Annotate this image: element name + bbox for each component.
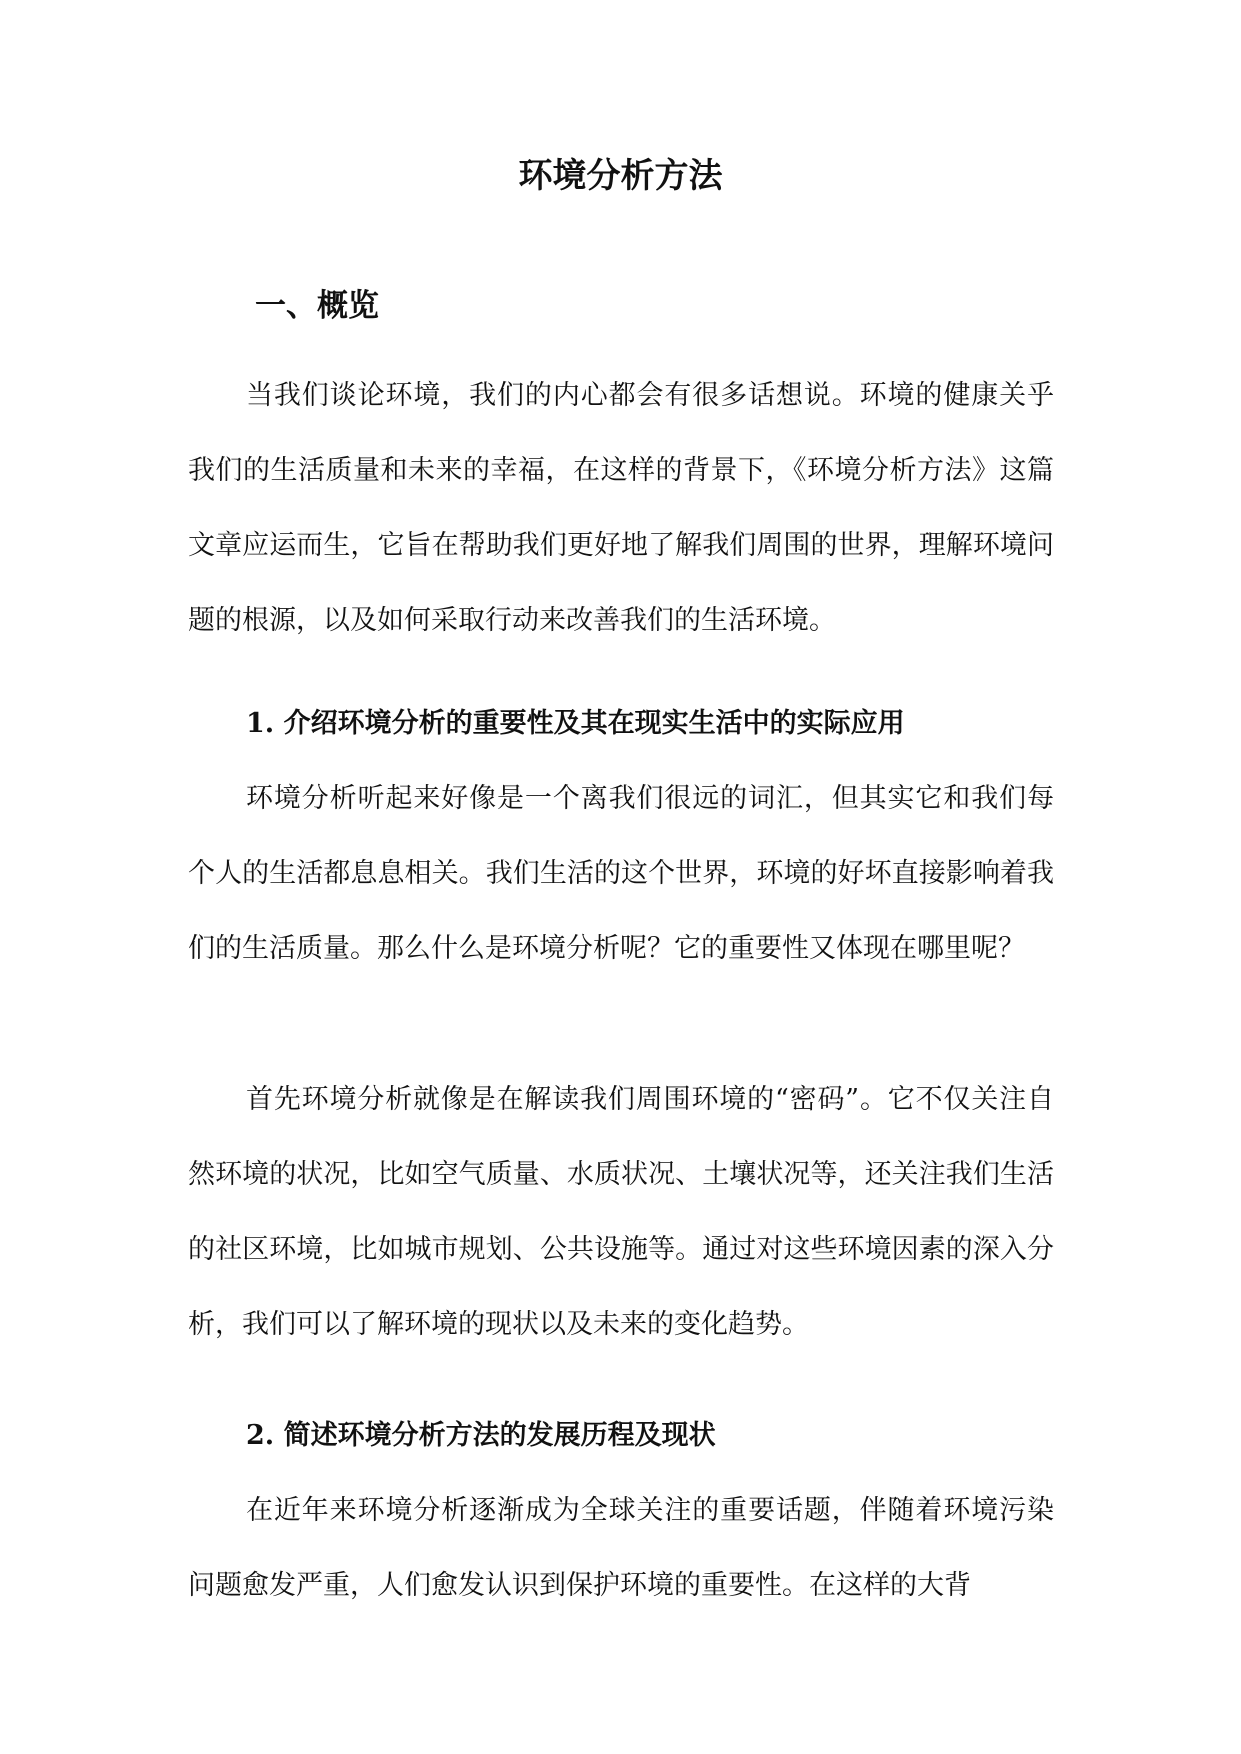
subsection-heading-history: 2. 简述环境分析方法的发展历程及现状 xyxy=(246,1420,716,1451)
history-paragraph-1: 在近年来环境分析逐渐成为全球关注的重要话题，伴随着环境污染问题愈发严重，人们愈发认识到保护环境的重要性。在这样的大背 xyxy=(188,1495,1054,1601)
document-title: 环境分析方法 xyxy=(518,156,723,196)
importance-paragraph-1: 环境分析听起来好像是一个离我们很远的词汇，但其实它和我们每个人的生活都息息相关。我们生活的这个世界，环境的好坏直接影响着我们的生活质量。那么什么是环境分析呢？它的重要性又体现在哪里呢？ xyxy=(188,783,1054,964)
section-heading-overview: 一、概览 xyxy=(255,288,379,324)
importance-paragraph-2: 首先环境分析就像是在解读我们周围环境的“密码”。它不仅关注自然环境的状况，比如空气质量、水质状况、土壤状况等，还关注我们生活的社区环境，比如城市规划、公共设施等。通过对这些环境因素的深入分析，我们可以了解环境的现状以及未来的变化趋势。 xyxy=(188,1084,1054,1340)
overview-paragraph: 当我们谈论环境，我们的内心都会有很多话想说。环境的健康关乎我们的生活质量和未来的幸福，在这样的背景下，《环境分析方法》这篇文章应运而生，它旨在帮助我们更好地了解我们周围的世界，理解环境问题的根源，以及如何采取行动来改善我们的生活环境。 xyxy=(188,380,1054,636)
subsection-heading-importance: 1. 介绍环境分析的重要性及其在现实生活中的实际应用 xyxy=(246,708,905,739)
